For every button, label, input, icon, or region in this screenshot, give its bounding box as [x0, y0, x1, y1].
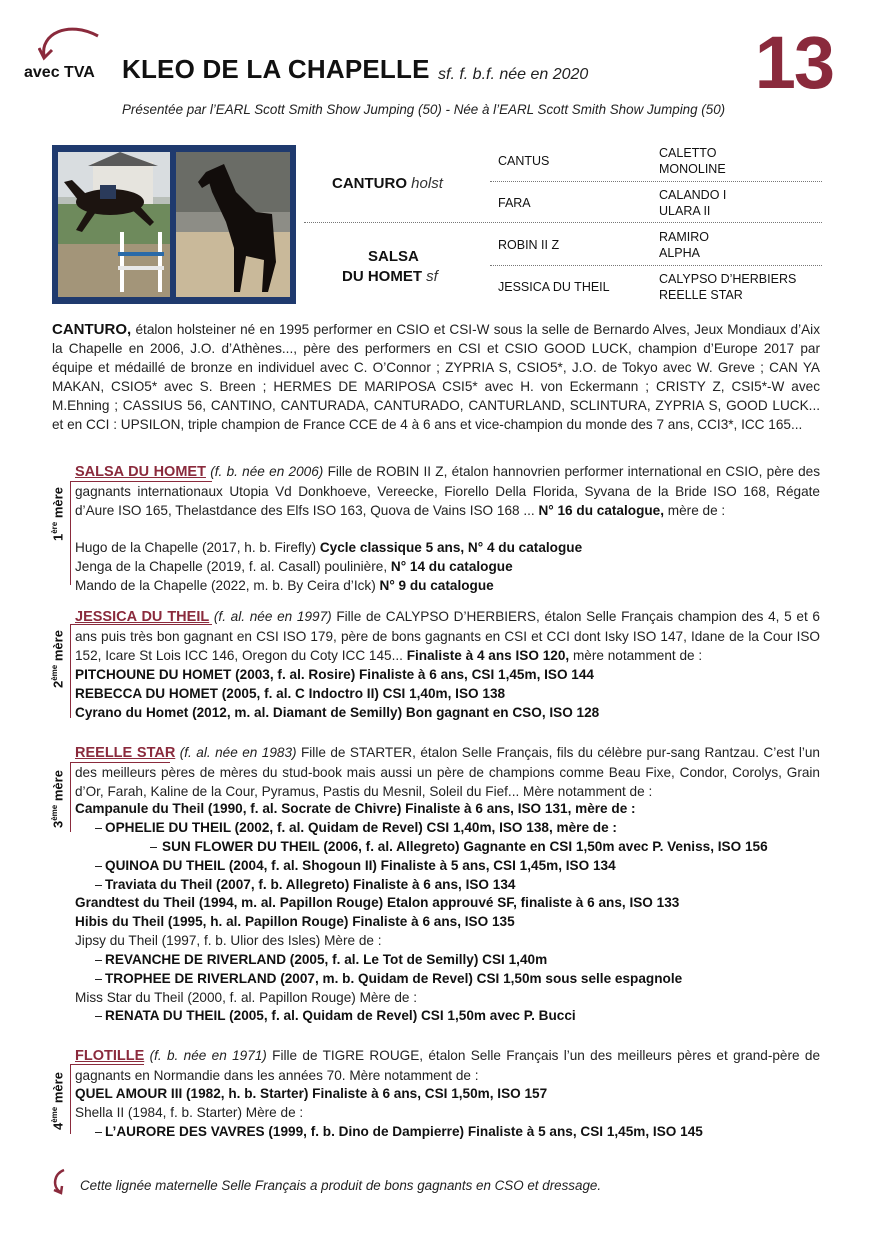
pedigree-great-4: ULARA II	[659, 204, 711, 218]
dash	[95, 828, 102, 829]
dam-1-meta: (f. b. née en 2006)	[210, 464, 324, 479]
dam-4-name: FLOTILLE	[75, 1048, 145, 1064]
pedigree-divider	[304, 222, 822, 223]
dam-4-offspring-1: QUEL AMOUR III (1982, h. b. Starter) Finaliste à 6 ans, CSI 1,50m, ISO 157	[75, 1086, 548, 1101]
dam-3-offspring-12: RENATA DU THEIL (2005, f. al. Quidam de Revel) CSI 1,50m avec P. Bucci	[105, 1008, 576, 1023]
dam-2-text-bold: Finaliste à 4 ans ISO 120,	[402, 648, 570, 663]
dam-4-label: 4ème mère	[50, 1072, 66, 1130]
pedigree-great-5: RAMIRO	[659, 230, 709, 244]
dam-2-text: Fille de CALYPSO D’HERBIERS, étalon Selle Français champion des 4, 5 et 6 ans puis très bon gagnant en CSI ISO 179, père de bons gagnants en CSI et CCI dont Isky ISO 147, Idane de la Cour ISO 152, Icare St Lois ICC 146, Oregon du Coty ICC 145...	[75, 609, 820, 663]
dam-3-description	[75, 743, 820, 801]
pedigree-grand-3: ROBIN II Z	[498, 238, 560, 252]
dam-3-meta: (f. al. née en 1983)	[179, 745, 297, 760]
dam-1-label: 1ère mère	[50, 487, 66, 541]
pedigree-grand-1: CANTUS	[498, 154, 550, 168]
pedigree-sire-breed: holst	[411, 175, 443, 192]
dam-3-offspring-3: SUN FLOWER DU THEIL (2006, f. al. Allegreto) Gagnante en CSI 1,50m avec P. Veniss, ISO 156	[162, 839, 768, 854]
dam-1-offspring-2: Jenga de la Chapelle (2019, f. al. Casall) poulinière, N° 14 du catalogue	[75, 559, 513, 574]
curved-arrow-icon	[50, 1168, 72, 1196]
horse-name: KLEO DE LA CHAPELLE	[122, 54, 430, 84]
dam-3-offspring-4: QUINOA DU THEIL (2004, f. al. Shogoun II) Finaliste à 5 ans, CSI 1,45m, ISO 134	[105, 858, 616, 873]
pedigree-great-1: CALETTO	[659, 146, 717, 160]
pedigree-great-7: CALYPSO D’HERBIERS	[659, 272, 797, 286]
dam-3-label: 3ème mère	[50, 770, 66, 828]
dam-3-name: REELLE STAR	[75, 745, 176, 761]
dam-1-text-bold: N° 16 du catalogue,	[534, 503, 665, 518]
pedigree-sire-name: CANTURO	[332, 175, 407, 192]
dash	[95, 1132, 102, 1133]
pedigree-great-8: REELLE STAR	[659, 288, 743, 302]
dam-2-offspring-3: Cyrano du Homet (2012, m. al. Diamant de Semilly) Bon gagnant en CSO, ISO 128	[75, 705, 600, 720]
dam-2-label: 2ème mère	[50, 630, 66, 688]
dam-1-description	[75, 462, 820, 520]
dam-3-offspring-7: Hibis du Theil (1995, h. al. Papillon Rouge) Finaliste à 6 ans, ISO 135	[75, 914, 515, 929]
photo-frame	[52, 145, 296, 304]
dash	[95, 979, 102, 980]
pedigree-grand-2: FARA	[498, 196, 531, 210]
dam-1-bar	[70, 481, 71, 585]
dam-2-offspring-2: REBECCA DU HOMET (2005, f. al. C Indoctro II) CSI 1,40m, ISO 138	[75, 686, 506, 701]
presenter-line: Présentée par l’EARL Scott Smith Show Jumping (50) - Née à l’EARL Scott Smith Show Jumping (50)	[122, 102, 726, 117]
dam-2-offspring-1: PITCHOUNE DU HOMET (2003, f. al. Rosire) Finaliste à 6 ans, CSI 1,45m, ISO 144	[75, 667, 594, 682]
horse-standing-photo	[176, 152, 290, 297]
dam-3-offspring-5: Traviata du Theil (2007, f. b. Allegreto) Finaliste à 6 ans, ISO 134	[105, 877, 516, 892]
horse-meta: sf. f. b.f. née en 2020	[438, 66, 589, 83]
sire-text: étalon holsteiner né en 1995 performer en CSIO et CSI-W sous la selle de Bernardo Alves, Jeux Mondiaux d’Aix la Chapelle en 2006, J.O. d’Athènes..., père des performers en CSI et CSIO GOOD LUCK, champion d’Europe 2017 par équipe et médaillé de bronze en individuel avec C. O’Connor ; ZYPRIA S, CSIO5*, J.O. de Tokyo avec W. Greve ; CAN YA MAKAN, CSIO5* avec S. Breen ; HERMES DE MARIPOSA CSI5* avec H. von Eckermann ; CRISTY Z, CSI5*-W avec M.Ehning ; CASSIUS 56, CANTINO, CANTURADA, CANTURADO, CANTURLAND, SCLINTURA, ZYPRIA S, GOOD LUCK... et en CCI : UPSILON, triple champion de France CCE de 4 à 6 ans et vice-champion du monde des 7 ans, CCI3*, ICC 165...	[52, 322, 820, 432]
dash	[95, 885, 102, 886]
dam-3-offspring-8: Jipsy du Theil (1997, f. b. Ulior des Isles) Mère de :	[75, 933, 382, 948]
dam-1-name: SALSA DU HOMET	[75, 464, 206, 480]
dam-4-text: Fille de TIGRE ROUGE, étalon Selle Français l’un des meilleurs pères et grand-père de gagnants en Normandie dans les années 70. Mère notamment de :	[75, 1048, 821, 1083]
dam-1-offspring-3: Mando de la Chapelle (2022, m. b. By Ceira d’Ick) N° 9 du catalogue	[75, 578, 494, 593]
pedigree-dam-line1	[368, 248, 419, 265]
lot-number: 13	[754, 21, 833, 104]
dash	[150, 847, 157, 848]
footer-note: Cette lignée maternelle Selle Français a produit de bons gagnants en CSO et dressage.	[80, 1178, 602, 1193]
pedigree-dam-name-2: DU HOMET	[342, 268, 422, 285]
dam-4-description	[75, 1046, 820, 1085]
dam-3-offspring-11: Miss Star du Theil (2000, f. al. Papillon Rouge) Mère de :	[75, 990, 418, 1005]
dam-3-offspring-1: Campanule du Theil (1990, f. al. Socrate de Chivre) Finaliste à 6 ans, ISO 131, mère de :	[75, 801, 636, 816]
dam-1-offspring-1: Hugo de la Chapelle (2017, h. b. Firefly) Cycle classique 5 ans, N° 4 du catalogue	[75, 540, 583, 555]
dam-3-text: Fille de STARTER, étalon Selle Français, fils du célèbre pur-sang Rantzau. C’est l’un des meilleurs pères de mères du stud-book mais aussi un père de champions comme Beau Fixe, Condor, Corolys, Grain d’Or, Farah, Kaline de la Cour, Pyramus, Pastis du Mesnil, Soleil du Fief... Mère notamment de :	[75, 745, 820, 799]
dam-1-text: Fille de ROBIN II Z, étalon hannovrien performer international en CSIO, père des gagnants internationaux Utopia Vd Donkhoeve, Vereecke, Fiorello Della Florida, Syvana de la Bride ISO 168, Régate d’Aure ISO 165, Thelastdance des Elfs ISO 163, Quova de Vains ISO 168 ...	[75, 464, 821, 518]
pedigree-divider	[490, 265, 822, 266]
pedigree-great-2: MONOLINE	[659, 162, 726, 176]
dash	[95, 866, 102, 867]
dam-3-offspring-9: REVANCHE DE RIVERLAND (2005, f. al. Le Tot de Semilly) CSI 1,40m	[105, 952, 548, 967]
dam-4-meta: (f. b. née en 1971)	[149, 1048, 267, 1063]
pedigree-great-6: ALPHA	[659, 246, 700, 260]
pedigree-divider	[490, 181, 822, 182]
pedigree-grand-4: JESSICA DU THEIL	[498, 280, 610, 294]
dash	[95, 1016, 102, 1017]
pedigree-dam-name-1: SALSA	[368, 248, 419, 265]
sire-description	[52, 320, 820, 434]
tva-label: avec TVA	[24, 64, 95, 81]
dam-3-offspring-10: TROPHEE DE RIVERLAND (2007, m. b. Quidam de Revel) CSI 1,50m sous selle espagnole	[105, 971, 683, 986]
dam-2-bar	[70, 624, 71, 718]
pedigree-great-3: CALANDO I	[659, 188, 727, 202]
curved-arrow-icon	[38, 22, 102, 62]
dam-3-bar	[70, 762, 71, 832]
dam-2-description	[75, 607, 820, 665]
pedigree-sire	[332, 175, 443, 192]
sire-name: CANTURO,	[52, 321, 132, 338]
dam-3-offspring-6: Grandtest du Theil (1994, m. al. Papillon Rouge) Etalon approuvé SF, finaliste à 6 ans, ISO 133	[75, 895, 680, 910]
dam-1-text-end: mère de :	[664, 503, 726, 518]
dam-2-text-end: mère notamment de :	[569, 648, 703, 663]
dash	[95, 960, 102, 961]
dam-4-offspring-3: L’AURORE DES VAVRES (1999, f. b. Dino de Dampierre) Finaliste à 5 ans, CSI 1,45m, ISO 145	[105, 1124, 703, 1139]
dam-3-offspring-2: OPHELIE DU THEIL (2002, f. al. Quidam de Revel) CSI 1,40m, ISO 138, mère de :	[105, 820, 617, 835]
dam-4-offspring-2: Shella II (1984, f. b. Starter) Mère de :	[75, 1105, 304, 1120]
dam-4-bar	[70, 1064, 71, 1134]
pedigree-dam-breed: sf	[426, 268, 438, 285]
horse-jumping-photo	[58, 152, 170, 297]
dam-2-name: JESSICA DU THEIL	[75, 609, 210, 625]
pedigree-dam-line2	[342, 268, 438, 285]
dam-2-meta: (f. al. née en 1997)	[213, 609, 332, 624]
